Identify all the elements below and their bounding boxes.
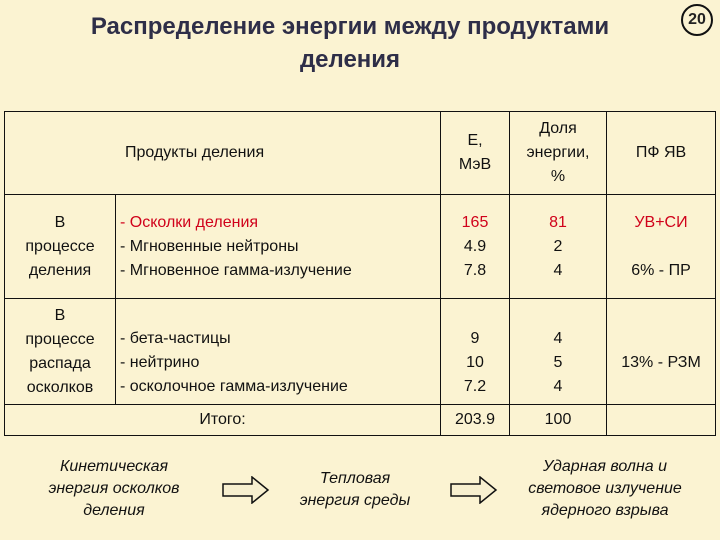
arrow-right-icon (450, 476, 498, 504)
fission-energy (441, 195, 510, 299)
energy-fragment-gamma: 7.2 (463, 377, 487, 395)
energy-beta-particles: 9 (470, 329, 480, 347)
share-fragment-gamma: 4 (553, 377, 563, 395)
share-prompt-gamma: 4 (553, 261, 563, 279)
pf-prompt-gamma: 6% - ПР (631, 261, 691, 279)
header-share (510, 112, 607, 195)
energy-fission-fragments: 165 (461, 213, 489, 231)
item-fragment-gamma: - осколочное гамма-излучение (120, 377, 348, 395)
decay-items (116, 299, 441, 405)
flow-thermal-line-1: Тепловая (319, 470, 391, 487)
title-line-2: деления (299, 46, 401, 73)
decay-share (510, 299, 607, 405)
total-label: Итого: (5, 405, 441, 436)
flow-thermal-energy (272, 468, 438, 512)
stage-fission-line-1: В (54, 213, 66, 231)
table-row-decay (5, 299, 716, 405)
energy-prompt-gamma: 7.8 (463, 261, 487, 279)
arrow-right-icon (222, 476, 270, 504)
stage-fission-line-3: деления (28, 261, 92, 279)
flow-shock-line-3: ядерного взрыва (541, 502, 669, 519)
flow-shock-wave (500, 456, 710, 522)
energy-distribution-table (4, 111, 716, 436)
page-title (40, 10, 660, 76)
total-energy: 203.9 (441, 405, 510, 436)
header-share-line-1: Доля (539, 120, 577, 137)
header-products: Продукты деления (5, 112, 441, 195)
decay-energy (441, 299, 510, 405)
flow-shock-line-2: световое излучение (528, 480, 682, 497)
stage-fission-line-2: процессе (25, 237, 95, 255)
item-beta-particles: - бета-частицы (120, 329, 231, 347)
item-prompt-neutrons: - Мгновенные нейтроны (120, 237, 299, 255)
table-row-total (5, 405, 716, 436)
pf-fission-fragments: УВ+СИ (634, 213, 688, 231)
share-prompt-neutrons: 2 (553, 237, 563, 255)
slide-number-badge: 20 (681, 4, 713, 36)
stage-decay-line-2: процессе (25, 330, 95, 348)
table-row-fission (5, 195, 716, 299)
share-neutrino: 5 (553, 353, 563, 371)
stage-decay-line-1: В (54, 306, 66, 324)
pf-decay: 13% - РЗМ (621, 353, 701, 371)
flow-thermal-line-2: энергия среды (299, 492, 411, 509)
header-energy (441, 112, 510, 195)
flow-kinetic-line-2: энергия осколков (48, 480, 180, 497)
flow-kinetic-line-1: Кинетическая (59, 458, 169, 475)
fission-items (116, 195, 441, 299)
item-fission-fragments: - Осколки деления (120, 213, 259, 231)
header-share-line-2: энергии, (526, 144, 590, 161)
share-fission-fragments: 81 (549, 213, 567, 231)
fission-share (510, 195, 607, 299)
total-share: 100 (510, 405, 607, 436)
fission-pf (607, 195, 716, 299)
header-energy-line-2: МэВ (458, 156, 492, 173)
item-prompt-gamma: - Мгновенное гамма-излучение (120, 261, 352, 279)
flow-shock-line-1: Ударная волна и (543, 458, 667, 475)
energy-neutrino: 10 (466, 353, 484, 371)
stage-decay-line-3: распада (29, 354, 91, 372)
header-share-line-3: % (550, 168, 566, 185)
flow-kinetic-energy (14, 456, 214, 522)
total-pf (607, 405, 716, 436)
stage-decay-line-4: осколков (26, 378, 94, 396)
stage-decay (5, 299, 116, 405)
table-header-row (5, 112, 716, 195)
pf-prompt-neutrons (607, 235, 715, 259)
header-energy-line-1: Е, (467, 132, 483, 149)
energy-prompt-neutrons: 4.9 (463, 237, 487, 255)
flow-kinetic-line-3: деления (83, 502, 145, 519)
share-beta-particles: 4 (553, 329, 563, 347)
item-neutrino: - нейтрино (120, 353, 200, 371)
stage-fission (5, 195, 116, 299)
title-line-1: Распределение энергии между продуктами (90, 13, 610, 40)
header-pf: ПФ ЯВ (607, 112, 716, 195)
decay-pf (607, 299, 716, 405)
